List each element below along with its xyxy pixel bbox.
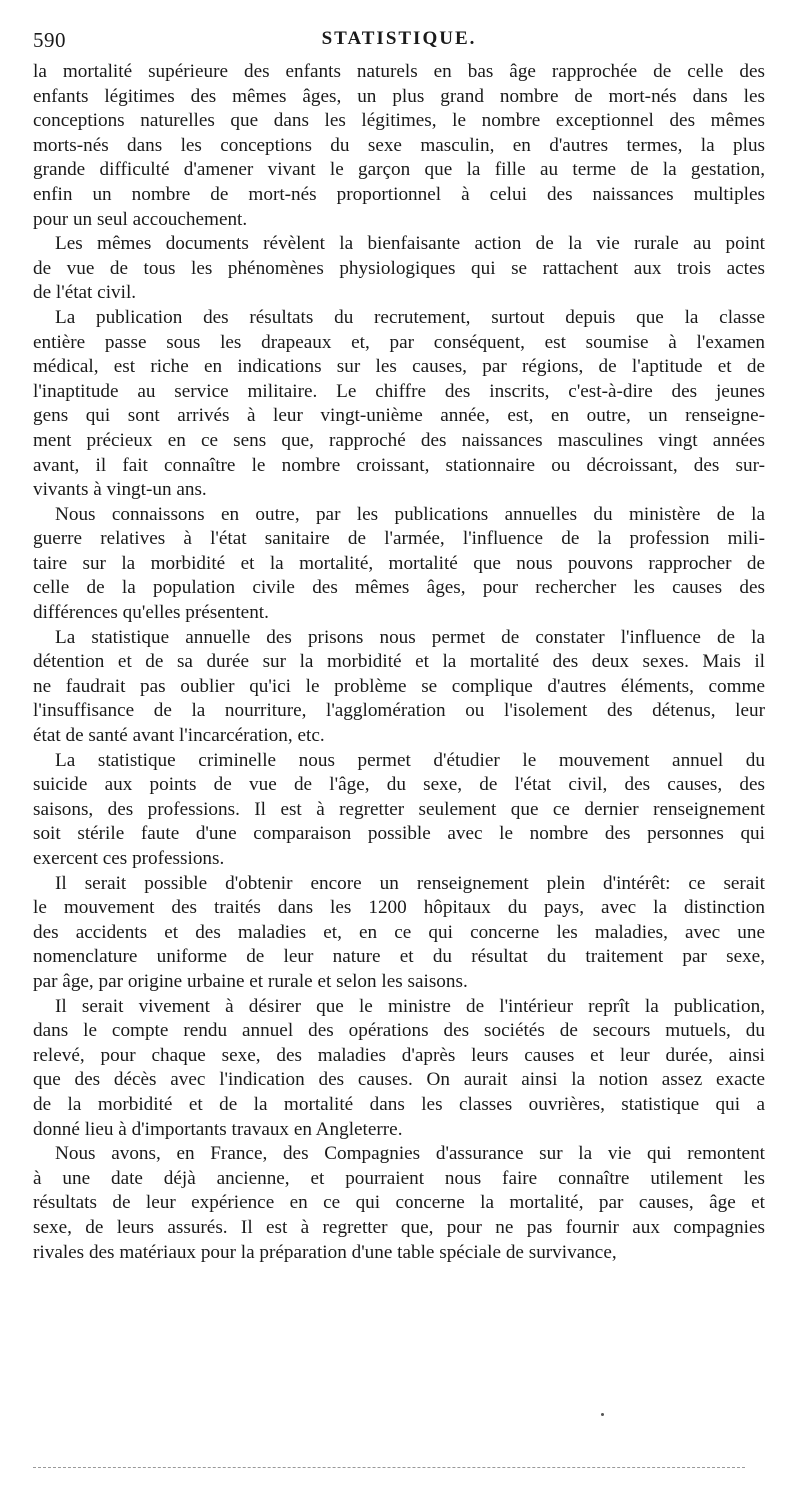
text-line: des accidents et des maladies et, en ce qui concerne les maladies, avec une <box>33 921 765 943</box>
text-line: par âge, par origine urbaine et rurale et selon les saisons. <box>33 970 468 992</box>
text-line: saisons, des professions. Il est à regretter seulement que ce dernier renseignement <box>33 798 765 820</box>
text-line: le mouvement des traités dans les 1200 hôpitaux du pays, avec la distinction <box>33 897 765 919</box>
text-line: guerre relatives à l'état sanitaire de l'armée, l'influence de la profession mili- <box>33 528 765 550</box>
paragraph <box>33 626 765 749</box>
text-line: entière passe sous les drapeaux et, par conséquent, est soumise à l'examen <box>33 331 765 353</box>
text-line: à une date déjà ancienne, et pourraient nous faire connaître utilement les <box>33 1167 765 1189</box>
text-line: l'inaptitude au service militaire. Le chiffre des inscrits, c'est-à-dire des jeunes <box>33 380 765 402</box>
text-line: de l'état civil. <box>33 282 137 304</box>
text-line: gens qui sont arrivés à leur vingt-unième année, est, en outre, un renseigne- <box>33 405 765 427</box>
text-line: soit stérile faute d'une comparaison possible avec le nombre des personnes qui <box>33 823 765 845</box>
text-line: vivants à vingt-un ans. <box>33 479 207 501</box>
text-line: Nous connaissons en outre, par les publications annuelles du ministère de la <box>55 503 765 525</box>
paragraph <box>33 995 765 1143</box>
text-line: résultats de leur expérience en ce qui concerne la mortalité, par causes, âge et <box>33 1192 765 1214</box>
paragraph <box>33 60 765 232</box>
text-line: conceptions naturelles que dans les légitimes, le nombre exceptionnel des mêmes <box>33 110 765 132</box>
paragraph <box>33 872 765 995</box>
text-line: exercent ces professions. <box>33 848 225 869</box>
paragraph <box>33 749 765 872</box>
text-line: la mortalité supérieure des enfants naturels en bas âge rapprochée de celle des <box>33 61 765 82</box>
paragraph <box>33 232 765 306</box>
text-line: Il serait possible d'obtenir encore un renseignement plein d'intérêt: ce serait <box>55 872 765 894</box>
text-line: état de santé avant l'incarcération, etc. <box>33 725 325 747</box>
text-line: enfants légitimes des mêmes âges, un plus grand nombre de mort-nés dans les <box>33 85 765 107</box>
text-line: La publication des résultats du recrutement, surtout depuis que la classe <box>55 306 765 328</box>
text-line: dans le compte rendu annuel des opérations des sociétés de secours mutuels, du <box>33 1020 765 1042</box>
paragraph <box>33 503 765 626</box>
text-line: grande difficulté d'amener vivant le garçon que la fille au terme de la gestation, <box>33 159 765 181</box>
text-line: Nous avons, en France, des Compagnies d'assurance sur la vie qui remontent <box>55 1143 765 1165</box>
footer-rule <box>33 1467 745 1468</box>
text-line: l'insuffisance de la nourriture, l'agglomération ou l'isolement des détenus, leur <box>33 700 765 722</box>
text-line: médical, est riche en indications sur les causes, par régions, de l'aptitude et de <box>33 356 765 378</box>
text-line: celle de la population civile des mêmes âges, pour rechercher les causes des <box>33 577 765 599</box>
paragraph <box>33 1142 765 1265</box>
text-line: La statistique annuelle des prisons nous permet de constater l'influence de la <box>55 626 765 648</box>
ink-speck <box>601 1413 604 1416</box>
page-header <box>33 28 765 58</box>
text-line: que des décès avec l'indication des causes. On aurait ainsi la notion assez exacte <box>33 1069 765 1091</box>
text-line: La statistique criminelle nous permet d'étudier le mouvement annuel du <box>55 749 765 771</box>
text-line: avant, il fait connaître le nombre croissant, stationnaire ou décroissant, des sur- <box>33 454 765 476</box>
text-line: relevé, pour chaque sexe, des maladies d'après leurs causes et leur durée, ainsi <box>33 1044 765 1066</box>
text-line: ment précieux en ce sens que, rapproché des naissances masculines vingt années <box>33 429 765 451</box>
text-line: donné lieu à d'importants travaux en Angleterre. <box>33 1118 403 1140</box>
text-line: nomenclature uniforme de leur nature et du résultat du traitement par sexe, <box>33 946 765 968</box>
text-line: enfin un nombre de mort-nés proportionnel à celui des naissances multiples <box>33 183 765 205</box>
text-line: de vue de tous les phénomènes physiologiques qui se rattachent aux trois actes <box>33 257 765 279</box>
running-head: STATISTIQUE. <box>321 28 477 49</box>
text-line: rivales des matériaux pour la préparation d'une table spéciale de survivance, <box>33 1241 617 1263</box>
text-line: ne faudrait pas oublier qu'ici le problème se complique d'autres éléments, comme <box>33 675 765 697</box>
text-line: Il serait vivement à désirer que le ministre de l'intérieur reprît la publication, <box>55 995 765 1017</box>
text-line: sexe, de leurs assurés. Il est à regretter que, pour ne pas fournir aux compagnies <box>33 1216 765 1238</box>
text-line: suicide aux points de vue de l'âge, du sexe, de l'état civil, des causes, des <box>33 774 765 796</box>
paragraph <box>33 306 765 503</box>
text-line: pour un seul accouchement. <box>33 208 248 230</box>
text-line: taire sur la morbidité et la mortalité, mortalité que nous pouvons rapprocher de <box>33 552 765 574</box>
text-line: morts-nés dans les conceptions du sexe masculin, en d'autres termes, la plus <box>33 134 765 156</box>
page-number: 590 <box>33 28 66 52</box>
body-text <box>33 60 765 1265</box>
text-line: Les mêmes documents révèlent la bienfaisante action de la vie rurale au point <box>55 233 765 255</box>
text-line: détention et de sa durée sur la morbidité et la mortalité des deux sexes. Mais il <box>33 651 765 673</box>
text-line: différences qu'elles présentent. <box>33 602 269 624</box>
text-line: de la morbidité et de la mortalité dans les classes ouvrières, statistique qui a <box>33 1093 765 1115</box>
